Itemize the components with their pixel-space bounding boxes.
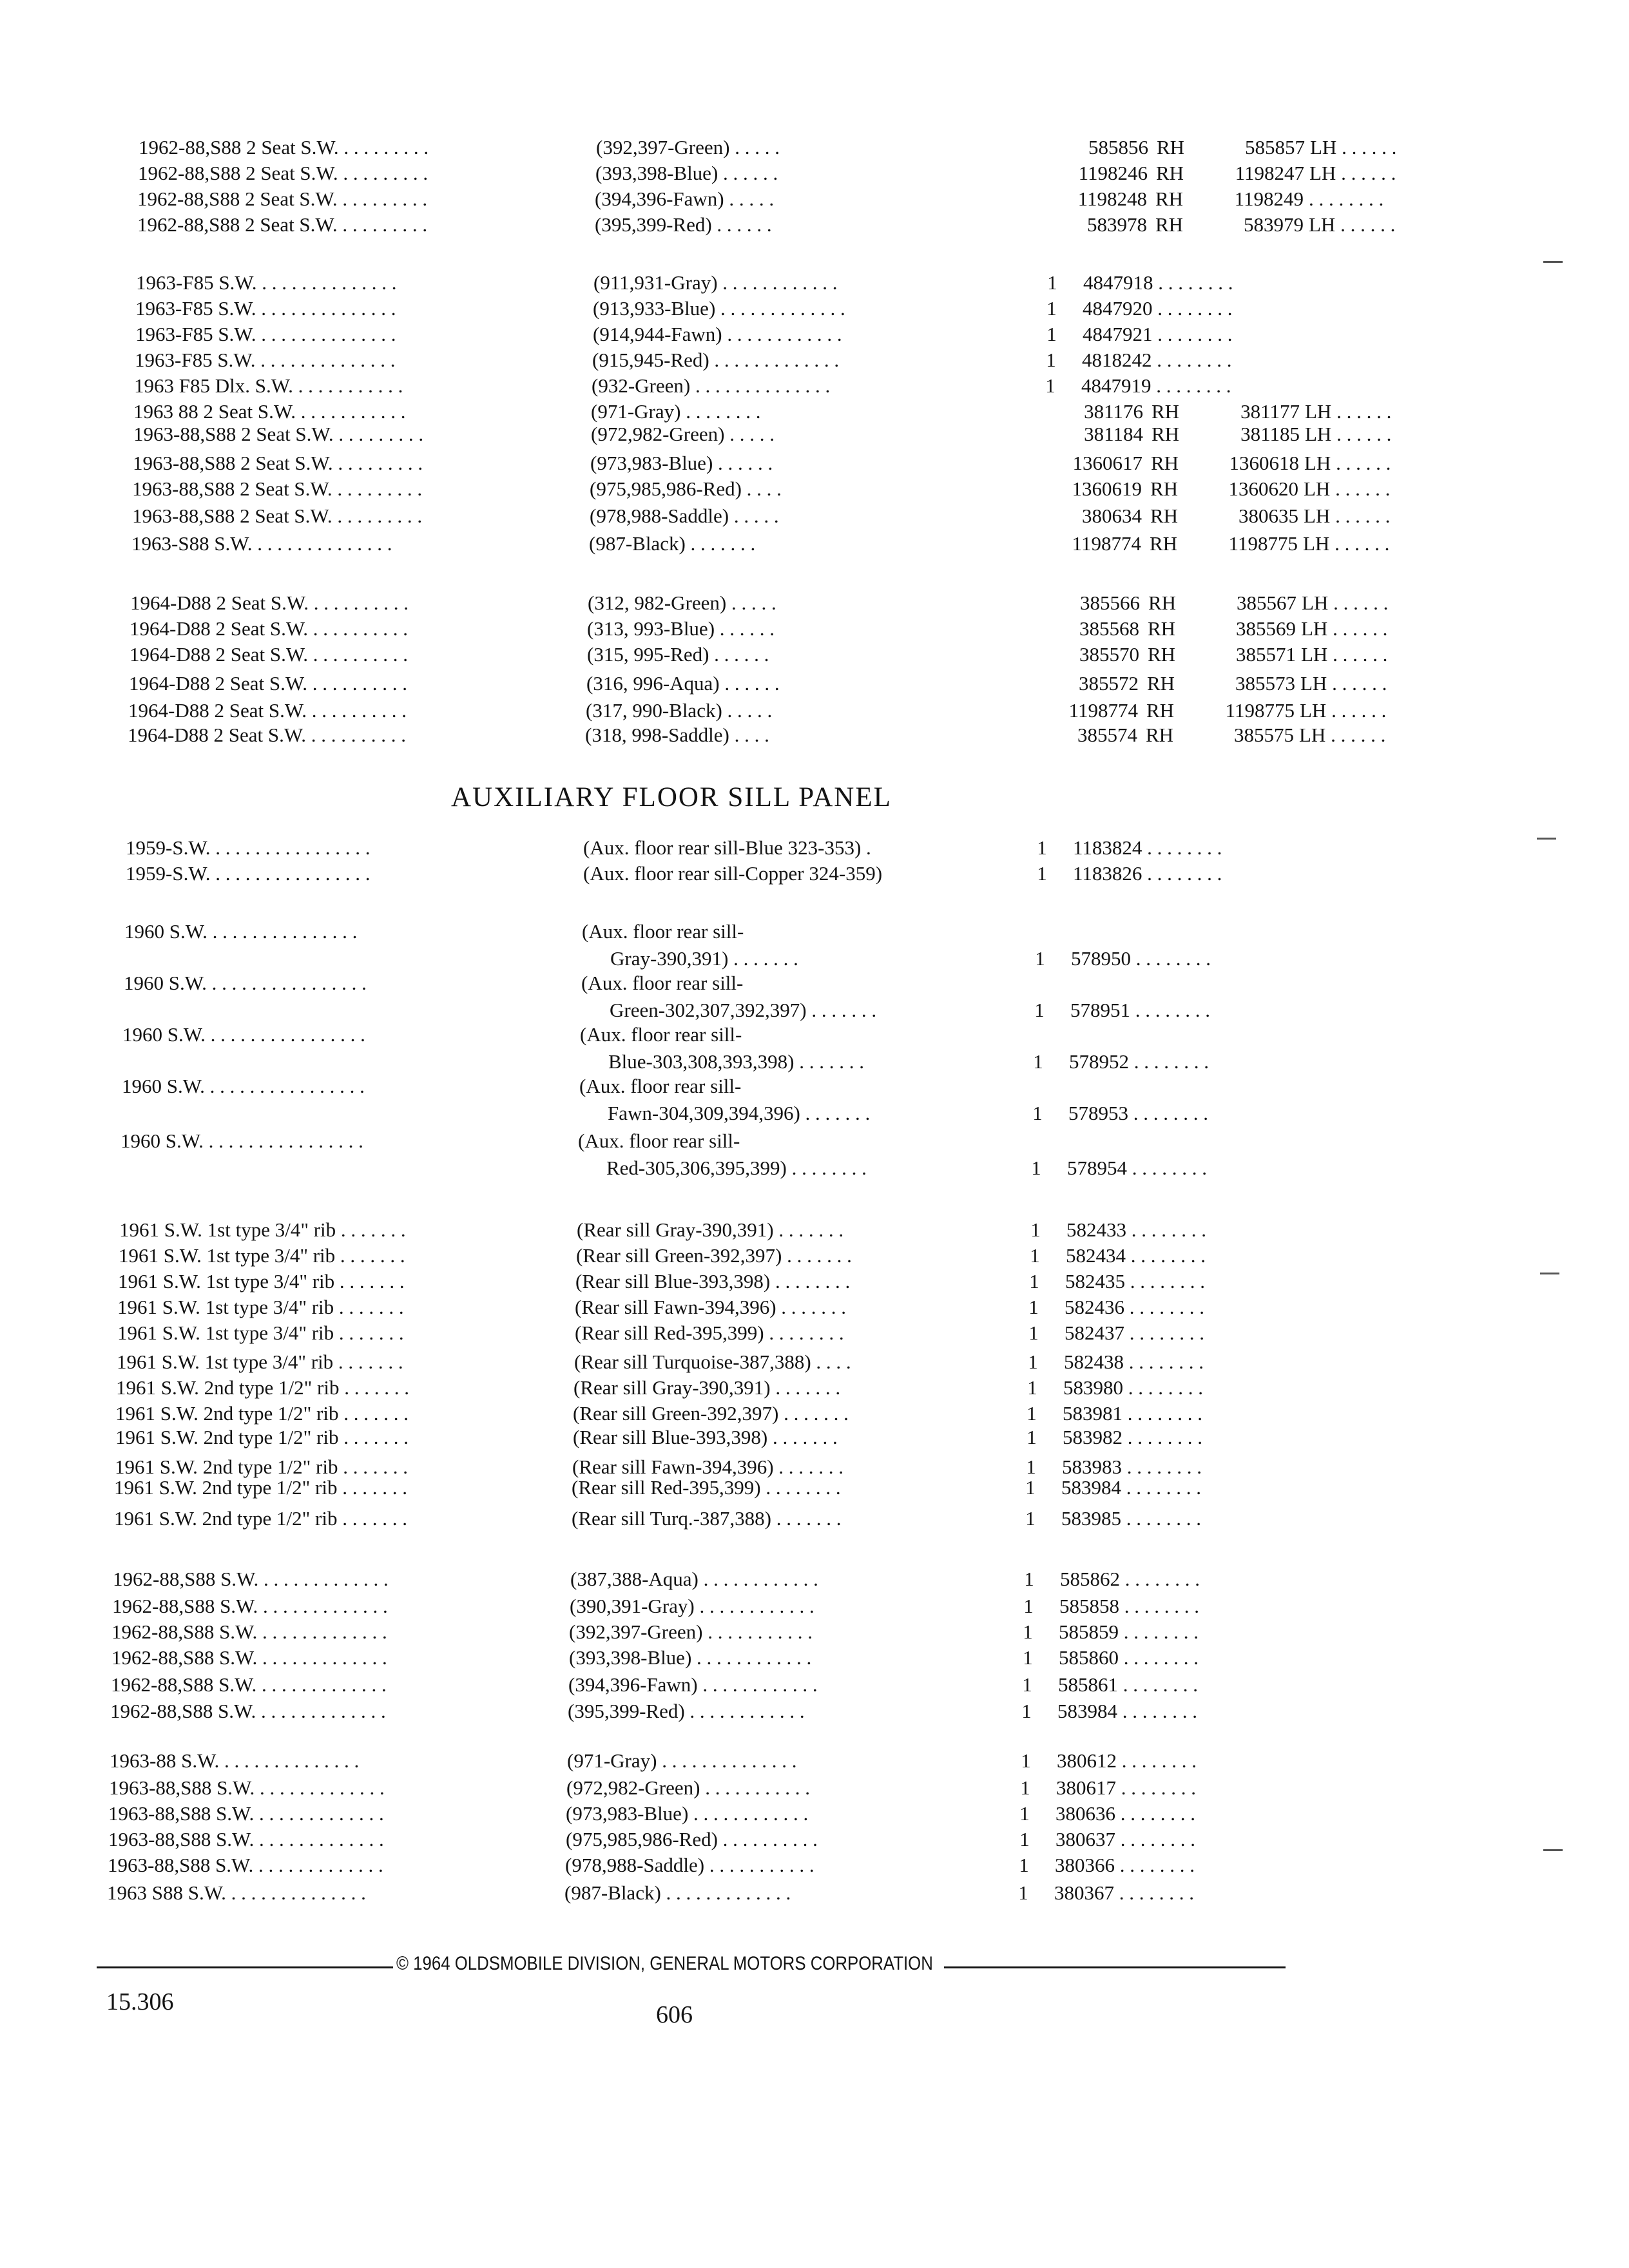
part-number-cell: 578952 . . . . . . . . [1069, 1050, 1209, 1073]
model-cell: 1963-88,S88 S.W. . . . . . . . . . . . . . [108, 1828, 384, 1850]
rh-part-number: 1360617 [1072, 452, 1142, 474]
lh-label: LH . . . . . . [1304, 452, 1391, 474]
lh-part-number: 1360618 [1229, 452, 1299, 474]
model-cell: 1961 S.W. 1st type 3/4" rib . . . . . . . [117, 1296, 404, 1318]
rh-label: RH [1152, 400, 1180, 423]
description-cell: (395,399-Red) . . . . . . . . . . . . [568, 1700, 805, 1722]
quantity-cell: 1 [1025, 1507, 1036, 1530]
model-cell: 1964-D88 2 Seat S.W. . . . . . . . . . . [128, 724, 406, 746]
quantity-cell: 1 [1022, 1673, 1032, 1696]
lh-part-number: 385569 [1236, 617, 1296, 640]
quantity-cell: 1 [1023, 1595, 1034, 1617]
description-cell: (932-Green) . . . . . . . . . . . . . . [592, 374, 831, 397]
part-number-cell: 4847919 . . . . . . . . [1081, 374, 1231, 397]
parts-row [124, 918, 1465, 949]
parts-row [108, 1852, 1448, 1883]
model-cell: 1963-88,S88 S.W. . . . . . . . . . . . . . [108, 1854, 383, 1876]
description-cell: (Aux. floor rear sill-Blue 323-353) . [583, 836, 871, 859]
model-cell: 1959-S.W. . . . . . . . . . . . . . . . . [126, 836, 371, 859]
quantity-cell: 1 [1025, 1476, 1036, 1499]
part-number-cell: 583981 . . . . . . . . [1063, 1402, 1202, 1425]
description-cell: (394,396-Fawn) . . . . . . . . . . . . [568, 1673, 818, 1696]
part-number-cell: 585858 . . . . . . . . [1059, 1595, 1199, 1617]
model-cell: 1960 S.W. . . . . . . . . . . . . . . . . [122, 1075, 365, 1097]
parts-row [111, 1644, 1452, 1675]
lh-part-number: 381185 [1240, 423, 1300, 445]
description-cell: (972,982-Green) . . . . . [591, 423, 775, 445]
description-cell: (Rear sill Red-395,399) . . . . . . . . [572, 1476, 841, 1499]
lh-label: LH . . . . . . [1301, 643, 1388, 666]
rh-part-number: 385574 [1077, 724, 1137, 746]
rh-part-number: 585856 [1088, 136, 1148, 159]
quantity-cell: 1 [1030, 1218, 1041, 1241]
rh-label: RH [1152, 423, 1180, 445]
part-number-cell: 585862 . . . . . . . . [1060, 1568, 1200, 1590]
part-number-cell: 582434 . . . . . . . . [1066, 1244, 1206, 1267]
parts-row [122, 1073, 1462, 1104]
model-cell: 1963-F85 S.W. . . . . . . . . . . . . . . [135, 349, 396, 371]
parts-row [107, 1879, 1447, 1910]
description-cell: (972,982-Green) . . . . . . . . . . . [566, 1776, 810, 1799]
lh-label: LH . . . . . . [1302, 591, 1389, 614]
margin-mark [1537, 838, 1556, 840]
description-cell: (973,983-Blue) . . . . . . . . . . . . [566, 1802, 809, 1825]
lh-label: LH . . . . . . [1309, 162, 1396, 184]
parts-row [133, 421, 1474, 452]
quantity-cell: 1 [1019, 1828, 1030, 1850]
rh-part-number: 385570 [1079, 643, 1139, 666]
quantity-cell: 1 [1035, 947, 1045, 970]
lh-label: LH . . . . . . [1309, 213, 1396, 236]
page-number: 606 [656, 2001, 693, 2028]
model-cell: 1962-88,S88 S.W. . . . . . . . . . . . . . [110, 1700, 386, 1722]
model-cell: 1961 S.W. 1st type 3/4" rib . . . . . . . [118, 1270, 405, 1293]
quantity-cell: 1 [1019, 1854, 1029, 1876]
lh-part-number: 1360620 [1228, 477, 1298, 500]
parts-row [129, 670, 1469, 701]
lh-part-number: 1198249 [1234, 187, 1304, 210]
part-number-cell: 585859 . . . . . . . . [1059, 1620, 1199, 1643]
part-number-cell: 583980 . . . . . . . . [1063, 1376, 1203, 1399]
model-cell: 1961 S.W. 1st type 3/4" rib . . . . . . . [119, 1218, 406, 1241]
description-cell: (975,985,986-Red) . . . . . . . . . . [566, 1828, 818, 1850]
description-cell: (315, 995-Red) . . . . . . [587, 643, 769, 666]
description-cell: Fawn-304,309,394,396) . . . . . . . [608, 1102, 871, 1124]
part-number-cell: 380366 . . . . . . . . [1055, 1854, 1195, 1876]
part-number-cell: 380612 . . . . . . . . [1057, 1749, 1197, 1772]
model-cell: 1961 S.W. 1st type 3/4" rib . . . . . . . [119, 1244, 405, 1267]
parts-row [120, 1128, 1461, 1158]
parts-row [126, 860, 1466, 891]
parts-row [132, 503, 1472, 533]
model-cell: 1964-D88 2 Seat S.W. . . . . . . . . . . [129, 672, 407, 695]
page-code: 15.306 [106, 1988, 174, 2015]
model-cell: 1963-88,S88 S.W. . . . . . . . . . . . . . [109, 1776, 385, 1799]
description-cell: (987-Black) . . . . . . . . . . . . . [564, 1881, 791, 1904]
description-cell: (Rear sill Gray-390,391) . . . . . . . [574, 1376, 841, 1399]
description-cell: (392,397-Green) . . . . . [596, 136, 780, 159]
part-number-cell: 4847918 . . . . . . . . [1083, 271, 1233, 294]
model-cell: 1962-88,S88 2 Seat S.W. . . . . . . . . . [138, 162, 429, 184]
quantity-cell: 1 [1037, 836, 1047, 859]
parts-row [113, 1566, 1453, 1597]
part-number-cell: 380617 . . . . . . . . [1056, 1776, 1196, 1799]
part-number-cell: 4847920 . . . . . . . . [1083, 297, 1233, 320]
part-number-cell: 582437 . . . . . . . . [1065, 1321, 1204, 1344]
rh-part-number: 1198246 [1078, 162, 1148, 184]
description-cell: (913,933-Blue) . . . . . . . . . . . . . [593, 297, 845, 320]
part-number-cell: 380636 . . . . . . . . [1055, 1802, 1195, 1825]
description-cell: (387,388-Aqua) . . . . . . . . . . . . [570, 1568, 818, 1590]
parts-row [114, 1474, 1454, 1505]
lh-part-number: 385567 [1237, 591, 1296, 614]
quantity-cell: 1 [1046, 349, 1056, 371]
part-number-cell: 1183826 . . . . . . . . [1073, 862, 1222, 885]
description-cell: (318, 998-Saddle) . . . . [585, 724, 769, 746]
description-cell: (317, 990-Black) . . . . . [586, 699, 773, 722]
footer-rule-right [944, 1966, 1286, 1968]
lh-part-number: 585857 [1245, 136, 1305, 159]
description-cell: (Aux. floor rear sill-Copper 324-359) [583, 862, 883, 885]
rh-label: RH [1147, 672, 1175, 695]
description-cell: (975,985,986-Red) . . . . [590, 477, 782, 500]
margin-mark [1543, 1849, 1563, 1851]
parts-row [124, 970, 1464, 1001]
part-number-cell: 582435 . . . . . . . . [1065, 1270, 1205, 1293]
part-number-cell: 4818242 . . . . . . . . [1082, 349, 1232, 371]
description-cell: (392,397-Green) . . . . . . . . . . . [569, 1620, 813, 1643]
quantity-cell: 1 [1024, 1568, 1034, 1590]
rh-part-number: 385568 [1079, 617, 1139, 640]
lh-label: LH . . . . . . [1303, 532, 1390, 555]
lh-label: LH . . . . . . [1304, 477, 1391, 500]
part-number-cell: 583984 . . . . . . . . [1061, 1476, 1201, 1499]
description-cell: (971-Gray) . . . . . . . . [591, 400, 761, 423]
rh-part-number: 385572 [1079, 672, 1139, 695]
rh-part-number: 381176 [1084, 400, 1143, 423]
description-cell: Red-305,306,395,399) . . . . . . . . [606, 1157, 867, 1179]
lh-part-number: 381177 [1240, 400, 1300, 423]
description-cell: (971-Gray) . . . . . . . . . . . . . . [567, 1749, 797, 1772]
description-cell: (Rear sill Turq.-387,388) . . . . . . . [572, 1507, 842, 1530]
description-cell: (316, 996-Aqua) . . . . . . [586, 672, 780, 695]
quantity-cell: 1 [1034, 999, 1045, 1021]
rh-part-number: 381184 [1084, 423, 1143, 445]
part-number-cell: 1183824 . . . . . . . . [1073, 836, 1222, 859]
quantity-cell: 1 [1046, 323, 1057, 345]
parts-row [131, 530, 1472, 561]
part-number-cell: 4847921 . . . . . . . . [1083, 323, 1233, 345]
model-cell: 1963-F85 S.W. . . . . . . . . . . . . . . [135, 323, 396, 345]
model-cell: 1963-88,S88 2 Seat S.W. . . . . . . . . . [133, 452, 423, 474]
description-cell: (395,399-Red) . . . . . . [595, 213, 772, 236]
description-cell: (394,396-Fawn) . . . . . [595, 187, 775, 210]
model-cell: 1962-88,S88 S.W. . . . . . . . . . . . . . [111, 1646, 387, 1669]
description-cell: (Rear sill Blue-393,398) . . . . . . . . [575, 1270, 851, 1293]
model-cell: 1960 S.W. . . . . . . . . . . . . . . . [124, 920, 358, 943]
quantity-cell: 1 [1027, 1376, 1037, 1399]
description-cell: (313, 993-Blue) . . . . . . [587, 617, 775, 640]
quantity-cell: 1 [1037, 862, 1047, 885]
rh-part-number: 385566 [1080, 591, 1140, 614]
lh-label: . . . . . . . . [1309, 187, 1384, 210]
part-number-cell: 583982 . . . . . . . . [1063, 1426, 1202, 1448]
model-cell: 1961 S.W. 2nd type 1/2" rib . . . . . . . [115, 1456, 408, 1478]
parts-row [110, 1747, 1450, 1778]
model-cell: 1961 S.W. 1st type 3/4" rib . . . . . . . [117, 1321, 404, 1344]
rh-label: RH [1148, 617, 1176, 640]
rh-part-number: 1198774 [1068, 699, 1138, 722]
rh-label: RH [1150, 532, 1178, 555]
parts-row [132, 476, 1472, 506]
description-cell: Blue-303,308,393,398) . . . . . . . [608, 1050, 864, 1073]
part-number-cell: 380367 . . . . . . . . [1054, 1881, 1194, 1904]
lh-part-number: 1198775 [1228, 532, 1298, 555]
model-cell: 1962-88,S88 2 Seat S.W. . . . . . . . . . [139, 136, 429, 159]
rh-label: RH [1148, 643, 1176, 666]
rh-label: RH [1151, 452, 1179, 474]
quantity-cell: 1 [1027, 1426, 1037, 1448]
model-cell: 1962-88,S88 S.W. . . . . . . . . . . . . . [111, 1673, 387, 1696]
model-cell: 1961 S.W. 2nd type 1/2" rib . . . . . . . [114, 1476, 407, 1499]
description-cell: Green-302,307,392,397) . . . . . . . [610, 999, 877, 1021]
rh-label: RH [1157, 136, 1185, 159]
model-cell: 1962-88,S88 2 Seat S.W. . . . . . . . . . [137, 187, 428, 210]
model-cell: 1963-S88 S.W. . . . . . . . . . . . . . . [131, 532, 392, 555]
rh-part-number: 583978 [1087, 213, 1147, 236]
quantity-cell: 1 [1023, 1646, 1033, 1669]
part-number-cell: 583984 . . . . . . . . [1057, 1700, 1197, 1722]
model-cell: 1963-88,S88 2 Seat S.W. . . . . . . . . . [132, 477, 423, 500]
part-number-cell: 585860 . . . . . . . . [1059, 1646, 1199, 1669]
description-cell: (393,398-Blue) . . . . . . . . . . . . [569, 1646, 812, 1669]
model-cell: 1961 S.W. 1st type 3/4" rib . . . . . . . [117, 1350, 403, 1373]
description-cell: (393,398-Blue) . . . . . . [595, 162, 778, 184]
description-cell: (312, 982-Green) . . . . . [588, 591, 776, 614]
description-cell: (Aux. floor rear sill- [582, 920, 744, 943]
model-cell: 1961 S.W. 2nd type 1/2" rib . . . . . . . [115, 1426, 409, 1448]
model-cell: 1964-D88 2 Seat S.W. . . . . . . . . . . [130, 643, 408, 666]
part-number-cell: 582436 . . . . . . . . [1065, 1296, 1204, 1318]
section-heading: AUXILIARY FLOOR SILL PANEL [451, 782, 892, 812]
model-cell: 1963-F85 S.W. . . . . . . . . . . . . . . [135, 297, 396, 320]
model-cell: 1964-D88 2 Seat S.W. . . . . . . . . . . [130, 617, 408, 640]
part-number-cell: 585861 . . . . . . . . [1058, 1673, 1198, 1696]
rh-label: RH [1146, 699, 1175, 722]
parts-row [137, 211, 1478, 242]
quantity-cell: 1 [1026, 1456, 1036, 1478]
description-cell: (915,945-Red) . . . . . . . . . . . . . [592, 349, 840, 371]
model-cell: 1963-88,S88 2 Seat S.W. . . . . . . . . . [133, 423, 424, 445]
model-cell: 1960 S.W. . . . . . . . . . . . . . . . . [120, 1129, 363, 1152]
quantity-cell: 1 [1030, 1244, 1040, 1267]
model-cell: 1960 S.W. . . . . . . . . . . . . . . . . [122, 1023, 365, 1046]
quantity-cell: 1 [1028, 1350, 1038, 1373]
footer-rule-left [97, 1966, 393, 1968]
lh-label: LH . . . . . . [1304, 505, 1391, 527]
lh-part-number: 385571 [1236, 643, 1296, 666]
rh-label: RH [1146, 724, 1174, 746]
lh-label: LH . . . . . . [1305, 400, 1392, 423]
parts-row [120, 1155, 1460, 1186]
description-cell: (Rear sill Fawn-394,396) . . . . . . . [575, 1296, 847, 1318]
quantity-cell: 1 [1028, 1321, 1039, 1344]
description-cell: (914,944-Fawn) . . . . . . . . . . . . [593, 323, 842, 345]
description-cell: (Rear sill Green-392,397) . . . . . . . [576, 1244, 852, 1267]
description-cell: (Rear sill Green-392,397) . . . . . . . [573, 1402, 849, 1425]
model-cell: 1962-88,S88 S.W. . . . . . . . . . . . . . [111, 1620, 387, 1643]
model-cell: 1963 S88 S.W. . . . . . . . . . . . . . . [107, 1881, 366, 1904]
part-number-cell: 583985 . . . . . . . . [1061, 1507, 1201, 1530]
part-number-cell: 583983 . . . . . . . . [1062, 1456, 1202, 1478]
quantity-cell: 1 [1021, 1700, 1032, 1722]
quantity-cell: 1 [1021, 1749, 1031, 1772]
rh-label: RH [1155, 187, 1184, 210]
lh-label: LH . . . . . . [1300, 699, 1387, 722]
part-number-cell: 578954 . . . . . . . . [1067, 1157, 1207, 1179]
model-cell: 1962-88,S88 2 Seat S.W. . . . . . . . . . [137, 213, 428, 236]
model-cell: 1963 F85 Dlx. S.W. . . . . . . . . . . . [134, 374, 403, 397]
part-number-cell: 582433 . . . . . . . . [1066, 1218, 1206, 1241]
lh-label: LH . . . . . . [1299, 724, 1386, 746]
description-cell: (Rear sill Turquoise-387,388) . . . . [574, 1350, 851, 1373]
part-number-cell: 578950 . . . . . . . . [1071, 947, 1211, 970]
parts-row [121, 1100, 1461, 1131]
lh-part-number: 385573 [1235, 672, 1295, 695]
model-cell: 1959-S.W. . . . . . . . . . . . . . . . . [126, 862, 371, 885]
description-cell: (978,988-Saddle) . . . . . . . . . . . [565, 1854, 815, 1876]
description-cell: (390,391-Gray) . . . . . . . . . . . . [570, 1595, 815, 1617]
part-number-cell: 582438 . . . . . . . . [1064, 1350, 1204, 1373]
quantity-cell: 1 [1023, 1620, 1033, 1643]
description-cell: (911,931-Gray) . . . . . . . . . . . . [593, 271, 838, 294]
parts-row [122, 1021, 1463, 1052]
description-cell: (Aux. floor rear sill- [579, 1075, 742, 1097]
model-cell: 1962-88,S88 S.W. . . . . . . . . . . . . . [112, 1595, 388, 1617]
quantity-cell: 1 [1046, 297, 1057, 320]
description-cell: (Rear sill Fawn-394,396) . . . . . . . [572, 1456, 844, 1478]
quantity-cell: 1 [1018, 1881, 1028, 1904]
rh-part-number: 380634 [1082, 505, 1142, 527]
quantity-cell: 1 [1020, 1776, 1030, 1799]
rh-label: RH [1156, 162, 1184, 184]
parts-row [114, 1505, 1454, 1536]
lh-part-number: 1198247 [1235, 162, 1304, 184]
model-cell: 1960 S.W. . . . . . . . . . . . . . . . . [124, 972, 367, 994]
model-cell: 1961 S.W. 2nd type 1/2" rib . . . . . . . [116, 1376, 409, 1399]
quantity-cell: 1 [1031, 1157, 1041, 1179]
model-cell: 1963-88,S88 S.W. . . . . . . . . . . . . . [108, 1802, 384, 1825]
quantity-cell: 1 [1028, 1296, 1039, 1318]
parts-row [117, 1320, 1458, 1350]
part-number-cell: 578953 . . . . . . . . [1068, 1102, 1208, 1124]
quantity-cell: 1 [1032, 1102, 1043, 1124]
margin-mark [1540, 1273, 1559, 1274]
parts-row [128, 722, 1468, 753]
lh-label: LH . . . . . . [1301, 617, 1388, 640]
rh-label: RH [1150, 477, 1179, 500]
lh-label: LH . . . . . . [1300, 672, 1387, 695]
description-cell: (Aux. floor rear sill- [578, 1129, 740, 1152]
copyright-notice: © 1964 OLDSMOBILE DIVISION, GENERAL MOTORS CORPORATION [396, 1953, 933, 1974]
description-cell: (987-Black) . . . . . . . [589, 532, 756, 555]
rh-label: RH [1155, 213, 1184, 236]
description-cell: (973,983-Blue) . . . . . . [590, 452, 773, 474]
description-cell: (978,988-Saddle) . . . . . [590, 505, 779, 527]
rh-part-number: 1360619 [1072, 477, 1142, 500]
lh-part-number: 385575 [1234, 724, 1294, 746]
model-cell: 1963-F85 S.W. . . . . . . . . . . . . . . [136, 271, 397, 294]
lh-label: LH . . . . . . [1305, 423, 1392, 445]
rh-part-number: 1198248 [1077, 187, 1147, 210]
part-number-cell: 380637 . . . . . . . . [1055, 1828, 1195, 1850]
rh-label: RH [1148, 591, 1177, 614]
quantity-cell: 1 [1045, 374, 1055, 397]
part-number-cell: 578951 . . . . . . . . [1070, 999, 1210, 1021]
lh-part-number: 380635 [1239, 505, 1298, 527]
rh-part-number: 1198774 [1072, 532, 1141, 555]
lh-part-number: 1198775 [1225, 699, 1295, 722]
parts-row [110, 1698, 1451, 1729]
model-cell: 1963-88,S88 2 Seat S.W. . . . . . . . . . [132, 505, 423, 527]
parts-row [115, 1424, 1456, 1455]
description-cell: (Aux. floor rear sill- [581, 972, 744, 994]
description-cell: (Aux. floor rear sill- [580, 1023, 742, 1046]
lh-part-number: 583979 [1244, 213, 1304, 236]
margin-mark [1543, 261, 1563, 263]
rh-label: RH [1150, 505, 1179, 527]
model-cell: 1964-D88 2 Seat S.W. . . . . . . . . . . [130, 591, 409, 614]
quantity-cell: 1 [1019, 1802, 1030, 1825]
description-cell: (Rear sill Blue-393,398) . . . . . . . [573, 1426, 838, 1448]
description-cell: Gray-390,391) . . . . . . . [610, 947, 798, 970]
description-cell: (Rear sill Gray-390,391) . . . . . . . [577, 1218, 844, 1241]
model-cell: 1961 S.W. 2nd type 1/2" rib . . . . . . . [114, 1507, 407, 1530]
model-cell: 1961 S.W. 2nd type 1/2" rib . . . . . . . [115, 1402, 409, 1425]
model-cell: 1962-88,S88 S.W. . . . . . . . . . . . . . [113, 1568, 389, 1590]
model-cell: 1964-D88 2 Seat S.W. . . . . . . . . . . [128, 699, 407, 722]
model-cell: 1963 88 2 Seat S.W. . . . . . . . . . . . [133, 400, 406, 423]
lh-label: LH . . . . . . [1310, 136, 1397, 159]
quantity-cell: 1 [1029, 1270, 1039, 1293]
quantity-cell: 1 [1047, 271, 1057, 294]
model-cell: 1963-88 S.W. . . . . . . . . . . . . . . [110, 1749, 360, 1772]
quantity-cell: 1 [1027, 1402, 1037, 1425]
description-cell: (Rear sill Red-395,399) . . . . . . . . [575, 1321, 844, 1344]
parts-row [130, 641, 1470, 672]
quantity-cell: 1 [1033, 1050, 1043, 1073]
